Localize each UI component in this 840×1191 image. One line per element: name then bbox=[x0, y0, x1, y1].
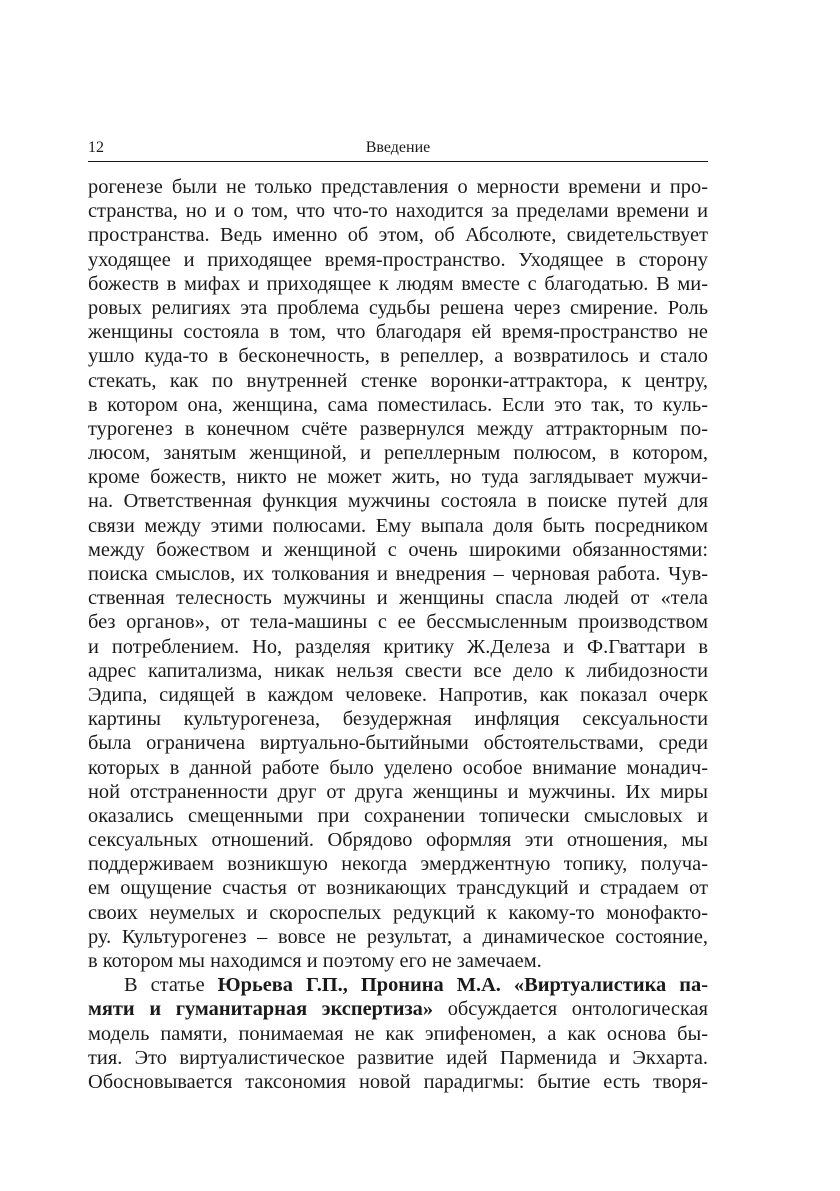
text-line: Обосновывается таксономия новой парадигмы: бытие есть творя- bbox=[88, 1070, 708, 1093]
text-line: в котором мы находимся и поэтому его не замечаем. bbox=[88, 950, 542, 972]
running-header bbox=[88, 139, 708, 162]
text-line: странства, но и о том, что что-то находится за пределами времени и bbox=[88, 200, 708, 223]
text-line: тия. Это виртуалистическое развитие идей Парменида и Экхарта. bbox=[88, 1046, 708, 1069]
bold-text-run: Юрьева Г.П., Пронина М.А. «Виртуалистика па- bbox=[217, 974, 708, 997]
text-line: сексуальных отношений. Обрядово оформляя эти отношения, мы bbox=[88, 829, 708, 852]
running-title: Введение bbox=[365, 139, 431, 156]
text-line: была ограничена виртуально-бытийными обстоятельствами, среди bbox=[88, 732, 708, 755]
text-line: уходящее и приходящее время-пространство. Уходящее в сторону bbox=[88, 248, 708, 271]
text-line: поддерживаем возникшую некогда эмерджентную топику, получа- bbox=[88, 853, 708, 876]
text-line: стекать, как по внутренней стенке воронки-аттрактора, к центру, bbox=[88, 369, 708, 392]
bold-text-run: мяти и гуманитарная экспертиза» bbox=[88, 998, 434, 1021]
text-line: в котором она, женщина, сама поместилась. Если это так, то куль- bbox=[88, 393, 708, 416]
text-line: которых в данной работе было уделено особое внимание монадич- bbox=[88, 756, 708, 779]
text-run: обсуждается онтологическая bbox=[433, 998, 708, 1021]
text-line: поиска смыслов, их толкования и внедрения – черновая работа. Чув- bbox=[88, 563, 708, 585]
text-line: люсом, занятым женщиной, и репеллерным полюсом, в котором, bbox=[88, 442, 708, 465]
text-line: на. Ответственная функция мужчины состояла в поиске путей для bbox=[88, 490, 708, 513]
text-line: женщины состояла в том, что благодаря ей время-пространство не bbox=[88, 321, 708, 344]
text-line: пространства. Ведь именно об этом, об Абсолюте, свидетельствует bbox=[88, 224, 708, 247]
text-line: кроме божеств, никто не может жить, но туда заглядывает мужчи- bbox=[88, 466, 708, 489]
text-line bbox=[88, 997, 708, 1021]
text-line: модель памяти, понимаемая не как эпифеномен, а как основа бы- bbox=[88, 1022, 708, 1045]
paragraph-2 bbox=[88, 973, 708, 1094]
text-line: Эдипа, сидящей в каждом человеке. Напротив, как показал очерк bbox=[88, 683, 708, 706]
text-line: ственная телесность мужчины и женщины спасла людей от «тела bbox=[88, 587, 708, 610]
page-number: 12 bbox=[88, 139, 104, 156]
text-line: ушло куда-то в бесконечность, в репеллер, а возвратилось и стало bbox=[88, 345, 708, 368]
text-line: своих неумелых и скороспелых редукций к какому-то монофакто- bbox=[88, 901, 708, 924]
text-line bbox=[88, 973, 708, 997]
text-line: связи между этими полюсами. Ему выпала доля быть посредником bbox=[88, 514, 708, 537]
text-line: между божеством и женщиной с очень широкими обязанностями: bbox=[88, 538, 708, 561]
text-line: ру. Культурогенез – вовсе не результат, а динамическое состояние, bbox=[88, 925, 708, 948]
text-line: и потреблением. Но, разделяя критику Ж.Делеза и Ф.Гваттари в bbox=[88, 635, 708, 658]
text-line: рогенезе были не только представления о мерности времени и про- bbox=[88, 176, 708, 198]
body-text bbox=[88, 175, 708, 1094]
text-line: ной отстраненности друг от друга женщины и мужчины. Их миры bbox=[88, 780, 708, 803]
text-line: оказались смещенными при сохранении топически смысловых и bbox=[88, 804, 708, 827]
text-run: В статье bbox=[124, 974, 218, 997]
text-line: божеств в мифах и приходящее к людям вместе с благодатью. В ми- bbox=[88, 272, 708, 295]
paragraph-1 bbox=[88, 175, 708, 973]
text-line: турогенез в конечном счёте развернулся между аттракторным по- bbox=[88, 417, 708, 440]
text-line: адрес капитализма, никак нельзя свести все дело к либидозности bbox=[88, 659, 708, 682]
text-line: без органов», от тела-машины с ее бессмысленным производством bbox=[88, 611, 708, 634]
text-line: ровых религиях эта проблема судьбы решена через смирение. Роль bbox=[88, 296, 708, 319]
text-line: картины культурогенеза, безудержная инфляция сексуальности bbox=[88, 708, 708, 731]
text-line: ем ощущение счастья от возникающих трансдукций и страдаем от bbox=[88, 877, 708, 900]
